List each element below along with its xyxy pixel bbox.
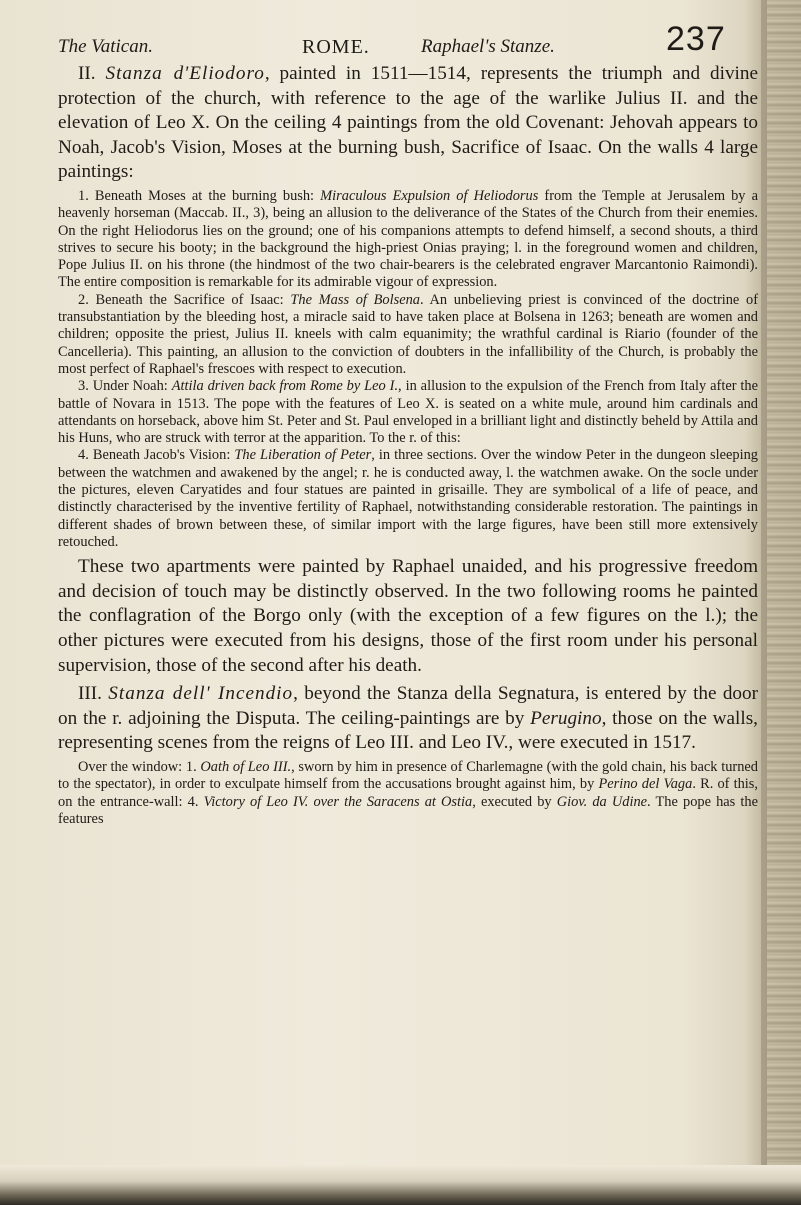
painting-item-1 [58,188,758,292]
stanza-title: Stanza d'Eliodoro [105,63,265,84]
book-page-text [58,18,758,828]
stanza-description: , painted in 1511—1514, represents the triumph and divine protection of the church, with reference to the age of the warlike Julius II. and the elevation of Leo X. On the ceiling 4 paintings from the old Covenant: Jehovah appears to Noah, Jacob's Vision, Moses at the burning bush, Sacrifice of Isaac. On the walls 4 large paintings: [58,63,758,183]
item-body: . The pope has the features [58,793,758,827]
painting-title: Miraculous Expulsion of Heliodorus [320,187,539,204]
item-body: , in allusion to the expulsion of the French from Italy after the battle of Novara in 1513. The pope with the features of Leo X. is seated on a white mule, around him cardinals and attendants on horseback, above him St. Peter and St. Paul enveloped in a brilliant light and distinctly beheld by Attila and his Huns, who are struck with terror at the apparition. To the r. of this: [58,378,759,447]
item-body: , in three sections. Over the window Peter in the dungeon sleeping between the watchmen and awakened by the angel; r. he is conducted away, l. the watchmen awake. On the socle under the pictures, eleven Caryatides and four statues are painted in grisaille. They are symbolical of a life of peace, and distinctly characterised by the inventive fertility of Raphael, notwithstanding considerable restoration. The paintings in different shades of brown between these, of similar import with the large figures, have been still more extensively retouched. [58,447,758,550]
painter-name: Giov. da Udine [556,793,648,810]
painting-title: Oath of Leo III. [200,758,292,775]
painting-title: Victory of Leo IV. over the Saracens at Ostia [203,793,473,810]
painting-title: Attila driven back from Rome by Leo I. [171,378,399,395]
stanza-description: , beyond the Stanza della Segnatura, is entered by the door on the r. adjoining the Disputa. The ceiling-paintings are by [58,683,758,729]
raphael-unaided-paragraph: These two apartments were painted by Raphael unaided, and his progressive freedom and decision of touch may be distinctly observed. In the two following rooms he painted the conflagration of the Borgo only (with the exception of a few figures on the l.); the other pictures were executed from his designs, those of the first room under his personal supervision, those of the second after his death. [58,556,758,676]
incendio-painting-item [58,759,758,828]
page-number: 237 [666,20,726,58]
item-body: from the Temple at Jerusalem by a heavenly horseman (Maccab. II., 3), being an allusion to the deliverance of the States of the Church from their enemies. On the right Heliodorus lies on the ground; one of his companions attempts to defend himself, a second shouts, a third strives to secure his booty; in the background the high-priest Onias praying; l. in the foreground women and children, Pope Julius II. on his throne (the hindmost of the two chair-bearers is the celebrated engraver Marcantonio Raimondi). The entire composition is remarkable for its admirable vigour of expression. [58,187,758,291]
item-intro: 2. Beneath the Sacrifice of Isaac: [78,291,291,308]
stanza-numeral: II. [78,63,96,84]
painting-title: The Liberation of Peter [234,447,372,464]
item-body: . An unbelieving priest is convinced of the doctrine of transubstantiation by the bleeding host, a miracle said to have taken place at Bolsena in 1263; beneath are women and children; opposite the priest, Julius II. kneels with calm equanimity; the wrathful cardinal is Riario (founder of the Cancelleria). This painting, an allusion to the conviction of doubters in the infallibility of the Church, is probably the most perfect of Raphael's frescoes with respect to execution. [58,291,758,377]
stanza-incendio-paragraph [58,682,758,756]
painting-title: The Mass of Bolsena [290,291,420,308]
item-body: . R. of this, on the entrance-wall: 4. [58,776,759,810]
header-right: Raphael's Stanze. [421,36,555,57]
book-page-edges [767,0,801,1205]
page-bottom-shadow [0,1165,801,1205]
item-intro: 4. Beneath Jacob's Vision: [78,447,235,464]
running-header [58,18,758,62]
stanza-title: Stanza dell' Incendio [108,683,294,705]
stanza-numeral: III. [78,683,102,705]
item-intro: 3. Under Noah: [78,378,172,395]
item-body: , executed by [472,793,557,810]
header-left: The Vatican. [58,36,153,57]
header-center: ROME. [302,36,370,58]
painter-name: Perugino [530,707,602,729]
item-intro: Over the window: 1. [78,758,201,775]
painting-item-3 [58,378,758,447]
item-body: , sworn by him in presence of Charlemagne (with the gold chain, his back turned to the spectator), in order to exculpate himself from the accusations brought against him, by [58,758,758,793]
stanza-eliodoro-paragraph [58,62,758,185]
stanza-description-end: , those on the walls, representing scenes from the reigns of Leo III. and Leo IV., were executed in 1517. [58,707,758,754]
painter-name: Perino del Vaga [598,776,693,793]
painting-item-2 [58,292,758,378]
item-intro: 1. Beneath Moses at the burning bush: [78,187,321,204]
painting-item-4 [58,447,758,551]
